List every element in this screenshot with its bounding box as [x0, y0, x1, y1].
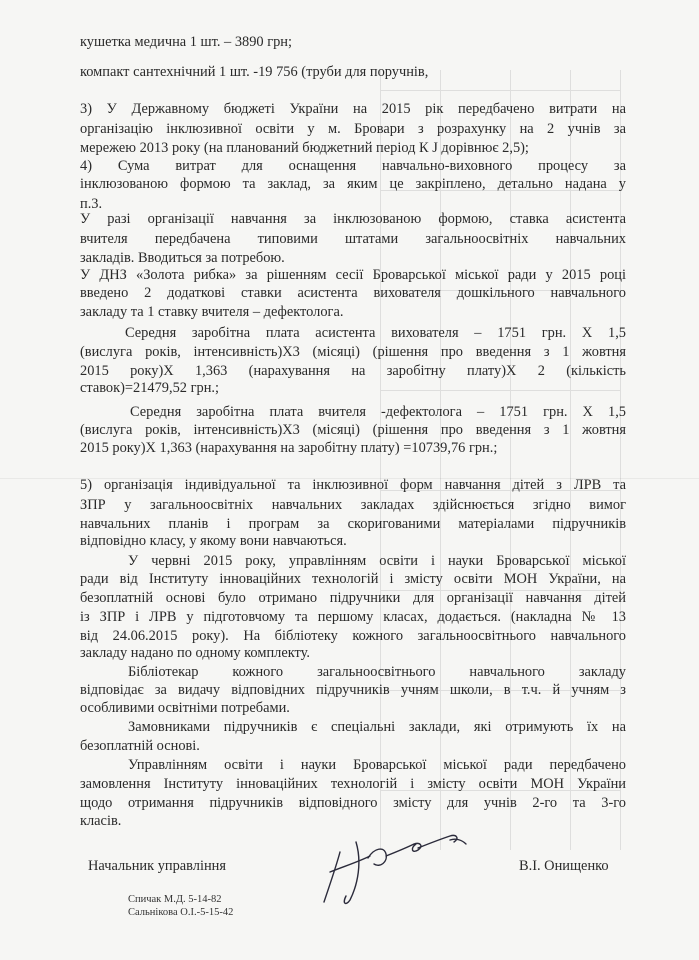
text-line: навчальних планів і програм за скоригованими матеріалами підручників [80, 516, 626, 532]
text-line: особливими освітніми потребами. [80, 700, 290, 716]
text-line: компакт сантехнічний 1 шт. -19 756 (труби для поручнів, [80, 64, 429, 80]
text-line: закладу та 1 ставку вчителя – дефектолога. [80, 304, 344, 320]
text-line: ЗПР у загальноосвітніх навчальних закладах здійснюється згідно вимог [80, 497, 626, 513]
text-line: Бібліотекар кожного загальноосвітнього навчального закладу [128, 664, 626, 680]
text-line: від 24.06.2015 року). На бібліотеку кожного загальноосвітнього навчального [80, 628, 626, 644]
text-line: вчителя передбачена типовими штатами загальноосвітніх навчальних [80, 231, 626, 247]
text-line: введено 2 додаткові ставки асистента вихователя дошкільного навчального [80, 285, 626, 301]
text-line: ради від Інституту інноваційних технологій і змісту освіти МОН України, на [80, 571, 626, 587]
text-line: У разі організації навчання за інклюзованою формою, ставка асистента [80, 211, 626, 227]
position-title: Начальник управління [88, 858, 226, 874]
text-line: класів. [80, 813, 122, 829]
text-line: кушетка медична 1 шт. – 3890 грн; [80, 34, 292, 50]
text-line: закладу надано по одному комплекту. [80, 645, 310, 661]
text-line: Управлінням освіти і науки Броварської міської ради передбачено [128, 757, 626, 773]
text-line: п.3. [80, 196, 103, 212]
text-line: У ДНЗ «Золота рибка» за рішенням сесії Броварської міської ради у 2015 році [80, 267, 626, 283]
text-line: ставок)=21479,52 грн.; [80, 380, 219, 396]
text-line: Середня заробітна плата асистента вихователя – 1751 грн. Х 1,5 [125, 325, 626, 341]
text-line: 2015 року)Х 1,363 (нарахування на заробітну плату)Х 2 (кількість [80, 363, 626, 379]
text-line: (вислуга років, інтенсивність)Х3 (місяці) (рішення про введення з 1 жовтня [80, 422, 626, 438]
text-line: із ЗПР і ЛРВ у підготовчому та першому класах, додається. (накладна № 13 [80, 609, 626, 625]
executor-contact: Сальнікова О.І.-5-15-42 [128, 907, 234, 918]
text-line: Середня заробітна плата вчителя -дефектолога – 1751 грн. Х 1,5 [130, 404, 626, 420]
text-line: У червні 2015 року, управлінням освіти і науки Броварської міської [128, 553, 626, 569]
text-line: 4) Сума витрат для оснащення навчально-виховного процесу за [80, 158, 626, 174]
text-line: мережею 2013 року (на планований бюджетний період К J дорівнює 2,5); [80, 140, 529, 156]
text-line: інклюзованою формою та заклад, за яким це закріплено, детально надана у [80, 176, 626, 192]
executor-contact: Спичак М.Д. 5-14-82 [128, 894, 222, 905]
text-line: закладів. Вводиться за потребою. [80, 250, 285, 266]
text-line: 2015 року)Х 1,363 (нарахування на заробітну плату) =10739,76 грн.; [80, 440, 498, 456]
text-line: безоплатній основі. [80, 738, 200, 754]
handwritten-signature [300, 822, 470, 912]
text-line: 3) У Державному бюджеті України на 2015 рік передбачено витрати на [80, 101, 626, 117]
text-line: щодо отримання підручників відповідного змісту для учнів 2-го та 3-го [80, 795, 626, 811]
text-line: (вислуга років, інтенсивність)Х3 (місяці) (рішення про введення з 1 жовтня [80, 344, 626, 360]
text-line: відповідає за видачу відповідних підручників учням школи, в т.ч. й учням з [80, 682, 626, 698]
text-line: замовлення Інституту інноваційних технологій і змісту освіти МОН України [80, 776, 626, 792]
text-line: організацію інклюзивної освіти у м. Бровари з розрахунку на 2 учнів за [80, 121, 626, 137]
text-line: Замовниками підручників є спеціальні заклади, які отримують їх на [128, 719, 626, 735]
text-line: відповідно класу, у якому вони навчаються. [80, 533, 347, 549]
signatory-name: В.І. Онищенко [519, 858, 609, 874]
text-line: 5) організація індивідуальної та інклюзивної форм навчання дітей з ЛРВ та [80, 477, 626, 493]
text-line: безоплатній основі було отримано підручники для організації навчання дітей [80, 590, 626, 606]
